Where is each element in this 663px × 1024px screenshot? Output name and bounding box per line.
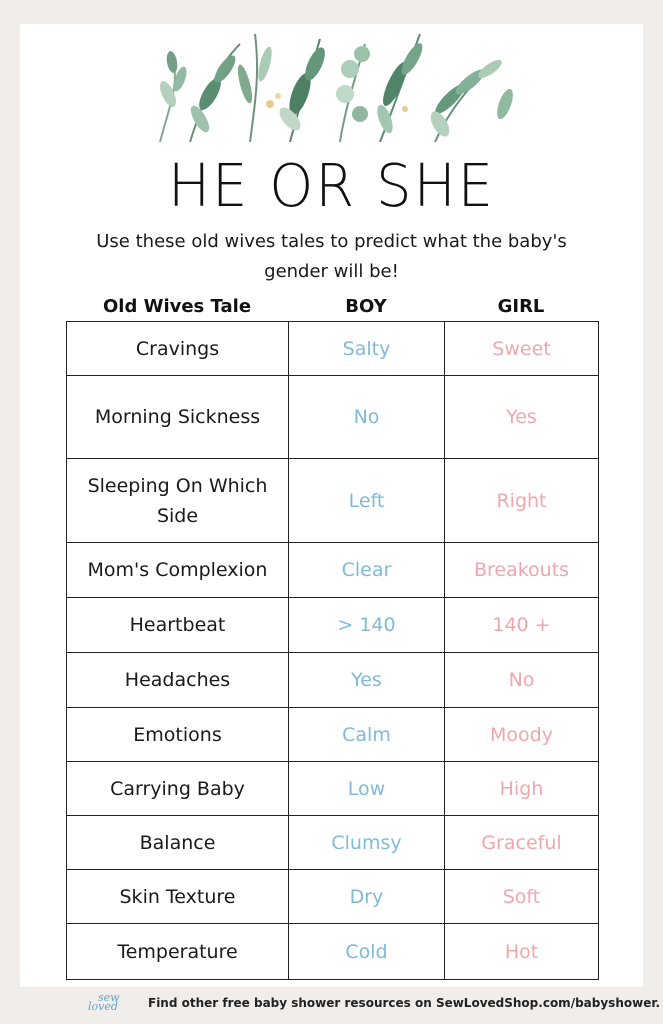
table-row <box>67 816 599 870</box>
tale-cell: Sleeping On Which Side <box>67 459 289 543</box>
girl-cell: Sweet <box>445 322 599 376</box>
table-row <box>67 459 599 543</box>
girl-cell: Hot <box>445 924 599 980</box>
tale-cell: Morning Sickness <box>67 376 289 459</box>
girl-cell: Graceful <box>445 816 599 870</box>
girl-cell: Soft <box>445 870 599 924</box>
girl-cell: 140 + <box>445 598 599 653</box>
column-header-boy: BOY <box>345 296 387 317</box>
footer <box>0 993 663 1015</box>
boy-cell: > 140 <box>289 598 445 653</box>
boy-cell: Dry <box>289 870 445 924</box>
girl-cell: Moody <box>445 708 599 762</box>
boy-cell: Cold <box>289 924 445 980</box>
boy-cell: Calm <box>289 708 445 762</box>
boy-cell: No <box>289 376 445 459</box>
table-row <box>67 322 599 376</box>
boy-cell: Yes <box>289 653 445 708</box>
tale-cell: Skin Texture <box>67 870 289 924</box>
boy-cell: Low <box>289 762 445 816</box>
footer-link-text: Find other free baby shower resources on SewLovedShop.com/babyshower. <box>148 996 661 1010</box>
girl-cell: High <box>445 762 599 816</box>
page-title: HE OR SHE <box>167 152 496 221</box>
boy-cell: Clumsy <box>289 816 445 870</box>
table-row <box>67 708 599 762</box>
sew-loved-logo-icon <box>84 993 132 1015</box>
tale-cell: Headaches <box>67 653 289 708</box>
tale-cell: Mom's Complexion <box>67 543 289 598</box>
logo-bottom-text: loved <box>88 1000 118 1013</box>
tale-cell: Emotions <box>67 708 289 762</box>
table-row <box>67 870 599 924</box>
boy-cell: Salty <box>289 322 445 376</box>
table-row <box>67 598 599 653</box>
table-row <box>67 653 599 708</box>
girl-cell: Breakouts <box>445 543 599 598</box>
column-header-tale: Old Wives Tale <box>102 296 252 317</box>
logo-top-text: sew <box>98 991 120 1004</box>
boy-cell: Left <box>289 459 445 543</box>
table-row <box>67 376 599 459</box>
watercolor-foliage-icon <box>150 24 514 142</box>
tale-cell: Temperature <box>67 924 289 980</box>
table-row <box>67 762 599 816</box>
old-wives-tales-table <box>66 321 599 980</box>
printable-card <box>20 24 643 987</box>
boy-cell: Clear <box>289 543 445 598</box>
girl-cell: Right <box>445 459 599 543</box>
instructions-text: Use these old wives tales to predict what the baby's gender will be! <box>96 231 567 282</box>
table-row <box>67 543 599 598</box>
girl-cell: Yes <box>445 376 599 459</box>
table-row <box>67 924 599 980</box>
column-header-girl: GIRL <box>497 296 545 317</box>
tale-cell: Cravings <box>67 322 289 376</box>
tale-cell: Heartbeat <box>67 598 289 653</box>
tale-cell: Balance <box>67 816 289 870</box>
tale-cell: Carrying Baby <box>67 762 289 816</box>
girl-cell: No <box>445 653 599 708</box>
